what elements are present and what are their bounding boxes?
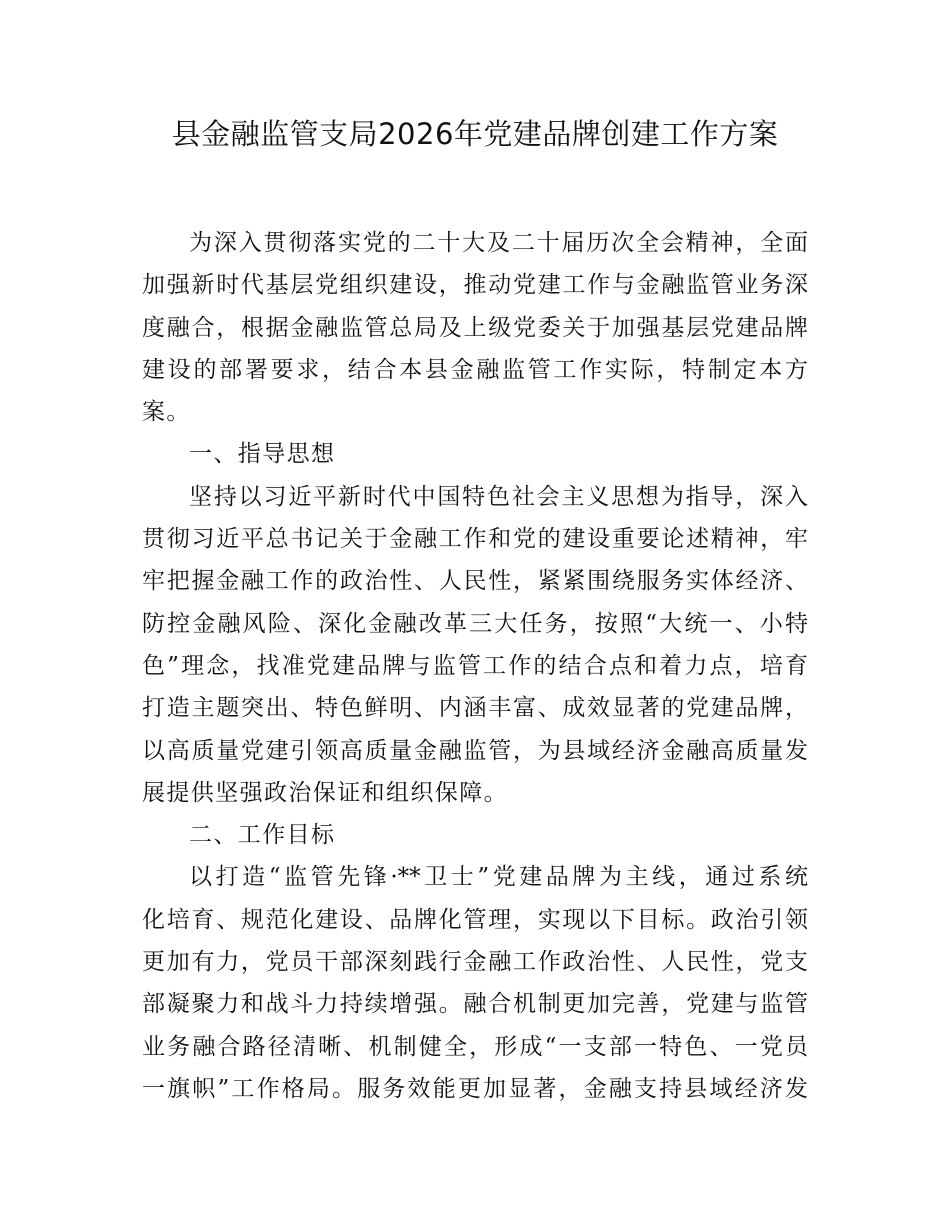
text-line: 打造主题突出、特色鲜明、内涵丰富、成效显著的党建品牌， — [142, 695, 808, 722]
section-heading — [142, 814, 808, 856]
text-line: 案。 — [142, 399, 191, 426]
text-line: 化培育、规范化建设、品牌化管理，实现以下目标。政治引领 — [142, 906, 808, 933]
text-line: 更加有力，党员干部深刻践行金融工作政治性、人民性，党支 — [142, 949, 808, 976]
text-line: 为深入贯彻落实党的二十大及二十届历次全会精神，全面 — [189, 230, 808, 256]
text-line: 坚持以习近平新时代中国特色社会主义思想为指导，深入 — [189, 483, 808, 510]
section-heading — [142, 433, 808, 475]
text-line: 一、指导思想 — [189, 441, 336, 468]
text-line: 一旗帜”工作格局。服务效能更加显著，金融支持县域经济发 — [142, 1075, 808, 1102]
text-line: 贯彻习近平总书记关于金融工作和党的建设重要论述精神，牢 — [142, 526, 808, 553]
text-line: 牢把握金融工作的政治性、人民性，紧紧围绕服务实体经济、 — [142, 568, 808, 595]
text-line: 业务融合路径清晰、机制健全，形成“一支部一特色、一党员 — [142, 1033, 808, 1060]
paragraph — [142, 856, 808, 1110]
text-line: 建设的部署要求，结合本县金融监管工作实际，特制定本方 — [142, 356, 808, 383]
text-line: 色”理念，找准党建品牌与监管工作的结合点和着力点，培育 — [142, 652, 808, 679]
document-title: 县金融监管支局2026年党建品牌创建工作方案 — [171, 117, 779, 151]
text-line: 展提供坚强政治保证和组织保障。 — [142, 779, 508, 806]
paragraph — [142, 476, 808, 814]
text-line: 以高质量党建引领高质量金融监管，为县域经济金融高质量发 — [142, 737, 808, 764]
text-line: 加强新时代基层党组织建设，推动党建工作与金融监管业务深 — [142, 272, 808, 299]
text-line: 防控金融风险、深化金融改革三大任务，按照“大统一、小特 — [142, 610, 808, 637]
paragraph — [142, 222, 808, 433]
text-line: 度融合，根据金融监管总局及上级党委关于加强基层党建品牌 — [142, 314, 808, 341]
document-body — [142, 222, 808, 1110]
text-line: 以打造“监管先锋·**卫士”党建品牌为主线，通过系统 — [189, 864, 808, 891]
text-line: 二、工作目标 — [189, 822, 336, 849]
text-line: 部凝聚力和战斗力持续增强。融合机制更加完善，党建与监管 — [142, 991, 808, 1018]
